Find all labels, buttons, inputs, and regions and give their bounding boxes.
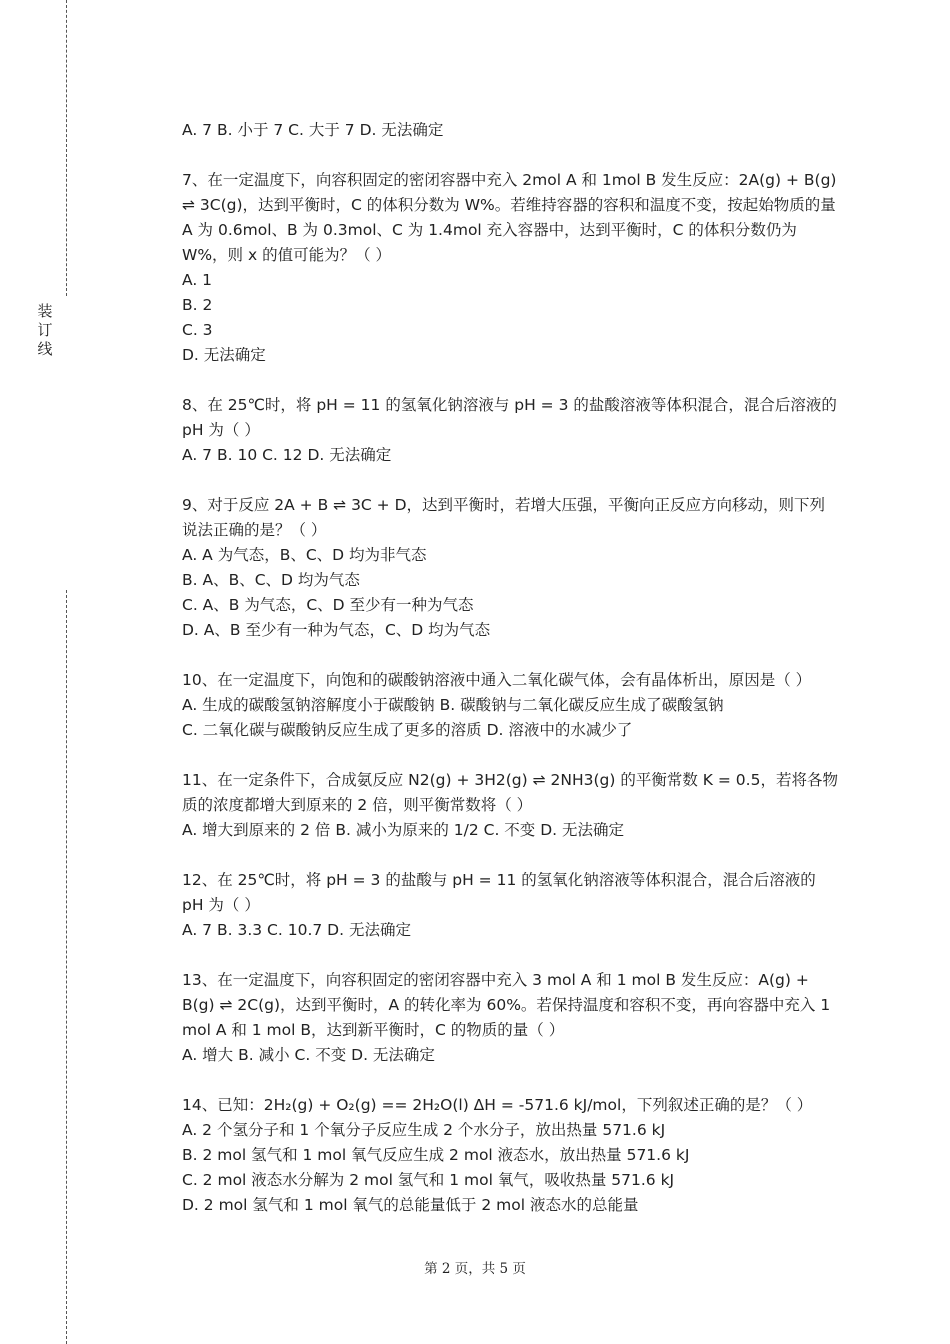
question-8 [182,393,840,468]
binding-line-top [66,0,67,296]
option-line: D. 无法确定 [182,346,266,364]
option-line: D. A、B 至少有一种为气态，C、D 均为气态 [182,621,491,639]
binding-label [36,302,54,359]
option-line: A. 增大 B. 减小 C. 不变 D. 无法确定 [182,1046,435,1064]
binding-char: 装 [37,302,53,320]
question-stem: 9、对于反应 2A + B ⇌ 3C + D，达到平衡时，若增大压强，平衡向正反应方向移动，则下列说法正确的是？（ ） [182,496,826,539]
binding-char: 线 [37,340,53,358]
option-line: A. 生成的碳酸氢钠溶解度小于碳酸钠 B. 碳酸钠与二氧化碳反应生成了碳酸氢钠 [182,696,724,714]
question-9 [182,493,840,643]
option-line: A. 2 个氢分子和 1 个氧分子反应生成 2 个水分子，放出热量 571.6 kJ [182,1121,666,1139]
question-stem: 8、在 25℃时，将 pH = 11 的氢氧化钠溶液与 pH = 3 的盐酸溶液等体积混合，混合后溶液的 pH 为（ ） [182,396,837,439]
option-line: B. A、B、C、D 均为气态 [182,571,360,589]
question-stem: 12、在 25℃时，将 pH = 3 的盐酸与 pH = 11 的氢氧化钠溶液等体积混合，混合后溶液的 pH 为（ ） [182,871,816,914]
option-line: A. 增大到原来的 2 倍 B. 减小为原来的 1/2 C. 不变 D. 无法确定 [182,821,625,839]
option-line: A. A 为气态，B、C、D 均为非气态 [182,546,427,564]
option-line: B. 2 [182,296,213,314]
question-stem: 14、已知：2H₂(g) + O₂(g) == 2H₂O(l) ΔH = -571.6 kJ/mol，下列叙述正确的是？（ ） [182,1096,813,1114]
question-list [182,118,840,1243]
binding-char: 订 [37,321,53,339]
option-line: A. 7 B. 3.3 C. 10.7 D. 无法确定 [182,921,411,939]
question-7 [182,168,840,368]
page-number: 第 2 页，共 5 页 [424,1261,526,1277]
question-stem: 10、在一定温度下，向饱和的碳酸钠溶液中通入二氧化碳气体，会有晶体析出，原因是（ ） [182,671,812,689]
question-12 [182,868,840,943]
question-stem: 13、在一定温度下，向容积固定的密闭容器中充入 3 mol A 和 1 mol B 发生反应：A(g) + B(g) ⇌ 2C(g)，达到平衡时，A 的转化率为 60%。若保持温度和容积不变，再向容器中充入 1 mol A 和 1 mol B，达到新平衡时，C 的物质的量（ ） [182,971,831,1039]
option-line: C. 3 [182,321,213,339]
option-line: A. 7 B. 小于 7 C. 大于 7 D. 无法确定 [182,121,444,139]
binding-line-bottom [66,590,67,1344]
question-11 [182,768,840,843]
question-10 [182,668,840,743]
question-14 [182,1093,840,1218]
question-stem: 11、在一定条件下，合成氨反应 N2(g) + 3H2(g) ⇌ 2NH3(g) 的平衡常数 K = 0.5，若将各物质的浓度都增大到原来的 2 倍，则平衡常数将（ ） [182,771,838,814]
question-13 [182,968,840,1068]
option-line: D. 2 mol 氢气和 1 mol 氧气的总能量低于 2 mol 液态水的总能量 [182,1196,639,1214]
option-line: B. 2 mol 氢气和 1 mol 氧气反应生成 2 mol 液态水，放出热量 571.6 kJ [182,1146,690,1164]
option-line: C. A、B 为气态，C、D 至少有一种为气态 [182,596,474,614]
question-6-options [182,118,840,143]
option-line: A. 1 [182,271,213,289]
question-stem: 7、在一定温度下，向容积固定的密闭容器中充入 2mol A 和 1mol B 发生反应：2A(g) + B(g) ⇌ 3C(g)，达到平衡时，C 的体积分数为 W%。若维持容器的容积和温度不变，按起始物质的量 A 为 0.6mol、B 为 0.3mol、C 为 1.4mol 充入容器中，达到平衡时，C 的体积分数仍为 W%，则 x 的值可能为？（ ） [182,171,837,264]
option-line: C. 二氧化碳与碳酸钠反应生成了更多的溶质 D. 溶液中的水减少了 [182,721,633,739]
option-line: A. 7 B. 10 C. 12 D. 无法确定 [182,446,392,464]
option-line: C. 2 mol 液态水分解为 2 mol 氢气和 1 mol 氧气，吸收热量 571.6 kJ [182,1171,675,1189]
